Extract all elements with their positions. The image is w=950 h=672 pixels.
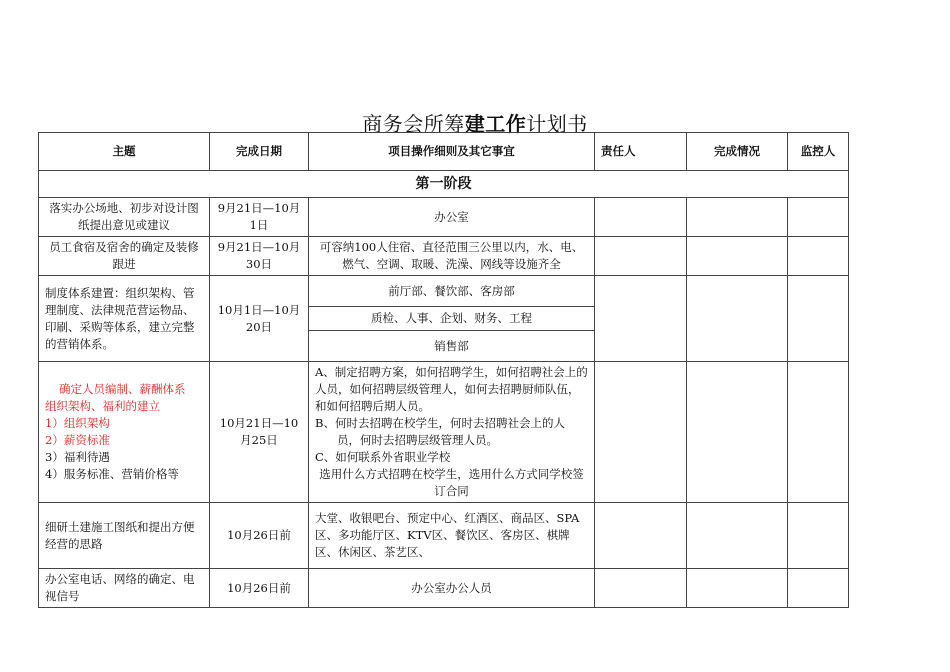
header-status: 完成情况 <box>687 133 788 171</box>
title-part-2: 建工作 <box>464 112 527 136</box>
topic-line: 3）福利待遇 <box>45 450 110 464</box>
header-monitor: 监控人 <box>788 133 849 171</box>
topic-line: 4）服务标准、营销价格等 <box>45 467 179 481</box>
table-row <box>39 276 849 307</box>
header-owner: 责任人 <box>595 133 687 171</box>
table-row <box>39 503 849 569</box>
row-status-cell <box>687 198 788 237</box>
row-topic: 制度体系建置：组织架构、管理制度、法律规范营运物品、印刷、采购等体系，建立完整的营销体系。 <box>39 276 210 362</box>
details-line: C、如何联系外省职业学校 <box>315 450 451 464</box>
row-date: 9月21日—10月1日 <box>210 198 309 237</box>
row-details-sub: 质检、人事、企划、财务、工程 <box>309 307 595 331</box>
header-details: 项目操作细则及其它事宜 <box>309 133 595 171</box>
header-topic: 主题 <box>39 133 210 171</box>
row-details-sub: 销售部 <box>309 331 595 362</box>
table-row <box>39 569 849 608</box>
header-row <box>39 133 849 171</box>
row-details: 办公室 <box>309 198 595 237</box>
details-line: B、何时去招聘在校学生，何时去招聘社会上的人 <box>315 416 565 430</box>
row-topic: 落实办公场地、初步对设计图纸提出意见或建议 <box>39 198 210 237</box>
row-owner-cell <box>595 237 687 276</box>
table-row <box>39 237 849 276</box>
row-monitor-cell <box>788 503 849 569</box>
row-date: 10月26日前 <box>210 569 309 608</box>
header-date: 完成日期 <box>210 133 309 171</box>
details-line: 员，何时去招聘层级管理人员。 <box>337 433 498 447</box>
details-line: 选用什么方式招聘在校学生，选用什么方式同学校签订合同 <box>319 467 584 498</box>
row-details: 大堂、收银吧台、预定中心、红酒区、商品区、SPA区、多功能厅区、KTV区、餐饮区、客房区、棋牌区、休闲区、茶艺区、 <box>309 503 595 569</box>
row-status-cell <box>687 237 788 276</box>
row-details <box>309 362 595 503</box>
stage-row <box>39 171 849 198</box>
row-details: 办公室办公人员 <box>309 569 595 608</box>
row-owner-cell <box>595 503 687 569</box>
plan-table <box>38 132 849 608</box>
topic-line: 组织架构、福利的建立 <box>45 399 160 413</box>
row-monitor-cell <box>788 198 849 237</box>
row-monitor-cell <box>788 569 849 608</box>
row-date: 10月1日—10月20日 <box>210 276 309 362</box>
stage-label: 第一阶段 <box>39 171 849 198</box>
row-status-cell <box>687 569 788 608</box>
row-topic: 员工食宿及宿舍的确定及装修跟进 <box>39 237 210 276</box>
title-part-1: 商务会所筹 <box>362 112 465 136</box>
row-details-sub: 前厅部、餐饮部、客房部 <box>309 276 595 307</box>
row-monitor-cell <box>788 362 849 503</box>
row-date: 9月21日—10月30日 <box>210 237 309 276</box>
row-topic <box>39 362 210 503</box>
topic-line: 1）组织架构 <box>45 416 110 430</box>
row-owner-cell <box>595 362 687 503</box>
topic-line: 确定人员编制、薪酬体系 <box>59 382 186 396</box>
title-part-3: 计划书 <box>526 112 588 136</box>
row-status-cell <box>687 503 788 569</box>
row-date: 10月26日前 <box>210 503 309 569</box>
row-topic: 细研土建施工图纸和提出方便经营的思路 <box>39 503 210 569</box>
row-status-cell <box>687 362 788 503</box>
topic-line: 2）薪资标准 <box>45 433 110 447</box>
row-monitor-cell <box>788 237 849 276</box>
table-row <box>39 362 849 503</box>
row-owner-cell <box>595 276 687 362</box>
row-owner-cell <box>595 198 687 237</box>
row-owner-cell <box>595 569 687 608</box>
row-date: 10月21日—10月25日 <box>210 362 309 503</box>
row-monitor-cell <box>788 276 849 362</box>
row-topic: 办公室电话、网络的确定、电视信号 <box>39 569 210 608</box>
table-row <box>39 198 849 237</box>
row-status-cell <box>687 276 788 362</box>
details-line: A、制定招聘方案，如何招聘学生，如何招聘社会上的人员，如何招聘层级管理人，如何去招聘厨师队伍，和如何招聘后期人员。 <box>315 365 588 413</box>
row-details: 可容纳100人住宿、直径范围三公里以内，水、电、燃气、空调、取暖、洗澡、网线等设施齐全 <box>309 237 595 276</box>
